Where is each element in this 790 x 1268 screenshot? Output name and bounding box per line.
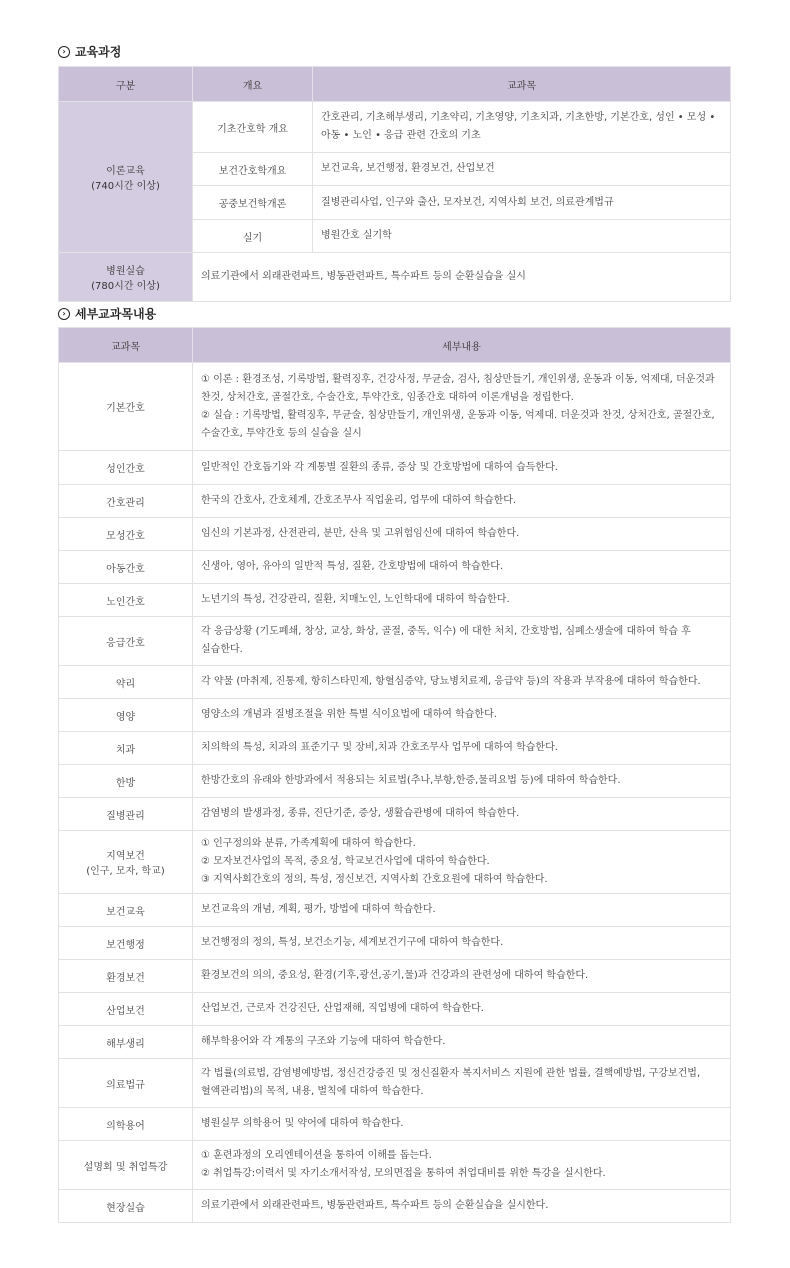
detail-subject-cell <box>59 1190 193 1223</box>
practice-category-cell <box>59 253 193 302</box>
chevron-right-circle-icon: › <box>58 46 70 58</box>
detail-content-line: 각 약물 (마취제, 진통제, 항히스타민제, 항혈심증약, 당뇨병치료제, 응급약 등)의 작용과 부작용에 대하여 학습한다. <box>201 676 701 687</box>
detail-subject-text: 약리 <box>115 678 136 690</box>
detail-content-line: 노년기의 특성, 건강관리, 질환, 치매노인, 노인학대에 대하여 학습한다. <box>201 594 510 605</box>
detail-subject-text: 아동간호 <box>106 563 145 575</box>
detail-subject-cell <box>59 666 193 699</box>
detail-content-cell <box>193 699 731 732</box>
detail-subject-cell <box>59 927 193 960</box>
detail-subject-cell <box>59 363 193 451</box>
detail-subject-text: 한방 <box>115 777 136 789</box>
detail-subject-text: 응급간호 <box>106 637 145 649</box>
detail-content-cell <box>193 584 731 617</box>
overview-cell: 실기 <box>193 220 313 253</box>
detail-content-line: 감염병의 발생과정, 종류, 진단기준, 증상, 생활습관병에 대하여 학습한다. <box>201 808 520 819</box>
detail-content-cell <box>193 518 731 551</box>
detail-subject-text: 기본간호 <box>106 403 145 414</box>
detail-content-cell <box>193 1190 731 1223</box>
detail-content-line: 각 응급상황 (기도폐쇄, 창상, 교상, 화상, 골절, 중독, 익수) 에 대한 처치, 간호방법, 심폐소생술에 대하여 학습 후 <box>201 626 691 637</box>
curriculum-table <box>58 66 731 302</box>
detail-content-cell <box>193 993 731 1026</box>
detail-subject-text: 질병관리 <box>106 810 145 822</box>
detail-subject-cell <box>59 798 193 831</box>
detail-row <box>59 1190 731 1223</box>
detail-content-line: 한국의 간호사, 간호체계, 간호조무사 직업윤리, 업무에 대하여 학습한다. <box>201 495 517 506</box>
detail-content-cell <box>193 485 731 518</box>
detail-row <box>59 927 731 960</box>
section-title-text: 세부교과목내용 <box>75 307 157 321</box>
practice-text-cell: 의료기관에서 외래관련파트, 병동관련파트, 특수파트 등의 순환실습을 실시 <box>193 253 731 302</box>
header-details: 세부내용 <box>193 328 731 363</box>
detail-content-line: 일반적인 간호돕기와 각 계통별 질환의 종류, 증상 및 간호방법에 대하여 습득한다. <box>201 461 558 473</box>
detail-subject-cell <box>59 1108 193 1141</box>
detail-subject-cell <box>59 551 193 584</box>
detail-subject-text: 간호관리 <box>106 497 145 509</box>
detail-row <box>59 699 731 732</box>
detail-row <box>59 765 731 798</box>
detail-subject-cell <box>59 765 193 798</box>
detail-row <box>59 993 731 1026</box>
detail-content-line: 임신의 기본과정, 산전관리, 분만, 산욕 및 고위험임신에 대하여 학습한다. <box>201 528 520 539</box>
detail-row <box>59 1141 731 1190</box>
detail-content-line: ② 모자보건사업의 목적, 중요성, 학교보건사업에 대하여 학습한다. <box>201 856 490 867</box>
detail-content-line: 각 법률(의료법, 감염병예방법, 정신건강증진 및 정신질환자 복지서비스 지원에 관한 법률, 결핵예방법, 구강보건법, <box>201 1068 701 1079</box>
detail-row <box>59 584 731 617</box>
detail-content-cell <box>193 798 731 831</box>
detail-subject-text: 의료법규 <box>106 1079 145 1091</box>
detail-subject-cell <box>59 1059 193 1108</box>
detail-subject-text: 의학용어 <box>106 1120 145 1132</box>
detail-row <box>59 960 731 993</box>
detail-row <box>59 732 731 765</box>
detail-content-line: 찬것, 상처간호, 골절간호, 수술간호, 투약간호, 임종간호 대하여 이론개념을 정립한다. <box>201 391 574 403</box>
detail-subject-cell <box>59 1141 193 1190</box>
detail-row <box>59 831 731 894</box>
detail-row <box>59 617 731 666</box>
detail-content-cell <box>193 927 731 960</box>
detail-subject-text: 설명회 및 취업특강 <box>83 1161 168 1173</box>
detail-content-cell <box>193 1059 731 1108</box>
detail-content-cell <box>193 1141 731 1190</box>
detail-content-line: ② 실습 : 기록방법, 활력징후, 무균술, 침상만들기, 개인위생, 운동과 이동, 억제대. 더운것과 찬것, 상처간호, 골절간호, <box>201 409 715 421</box>
detail-content-line: ① 인구정의와 분류, 가족계획에 대하여 학습한다. <box>201 838 416 849</box>
detail-content-line: 해부학용어와 각 계통의 구조와 기능에 대하여 학습한다. <box>201 1036 446 1047</box>
detail-content-line: 영양소의 개념과 질병조절을 위한 특별 식이요법에 대하여 학습한다. <box>201 709 497 720</box>
detail-subject-text: 노인간호 <box>106 596 145 608</box>
detail-row <box>59 551 731 584</box>
detail-row <box>59 518 731 551</box>
detail-subject-cell <box>59 451 193 485</box>
detail-row <box>59 1026 731 1059</box>
detail-content-cell <box>193 960 731 993</box>
detail-subject-text: (인구, 모자, 학교) <box>86 866 165 877</box>
detail-content-line: 수술간호, 투약간호 등의 실습을 실시 <box>201 427 362 439</box>
detail-content-line: 신생아, 영아, 유아의 일반적 특성, 질환, 간호방법에 대하여 학습한다. <box>201 561 504 572</box>
detail-content-line: 한방간호의 유래와 한방과에서 적용되는 치료법(추나,부항,한증,물리요법 등)에 대하여 학습한다. <box>201 775 621 786</box>
detail-content-cell <box>193 451 731 485</box>
detail-content-cell <box>193 617 731 666</box>
section-title-details <box>58 305 156 322</box>
detail-row <box>59 1059 731 1108</box>
detail-subject-text: 치과 <box>115 744 136 756</box>
practice-hours: (780시간 이상) <box>91 281 160 292</box>
theory-label: 이론교육 <box>106 166 145 177</box>
header-category: 구분 <box>59 67 193 102</box>
overview-cell: 기초간호학 개요 <box>193 102 313 153</box>
overview-cell: 보건간호학개요 <box>193 153 313 186</box>
subjects-cell: 보건교육, 보건행정, 환경보건, 산업보건 <box>313 153 731 186</box>
detail-subject-text: 영양 <box>115 711 136 723</box>
detail-content-line: 의료기관에서 외래관련파트, 병동관련파트, 특수파트 등의 순환실습을 실시한다. <box>201 1200 549 1211</box>
detail-content-line: 병원실무 의학용어 및 약어에 대하여 학습한다. <box>201 1118 404 1129</box>
chevron-right-circle-icon: › <box>58 308 70 320</box>
detail-row <box>59 666 731 699</box>
detail-row <box>59 363 731 451</box>
subjects-cell: 질병관리사업, 인구와 출산, 모자보건, 지역사회 보건, 의료관계법규 <box>313 186 731 220</box>
detail-row <box>59 1108 731 1141</box>
overview-cell: 공중보건학개론 <box>193 186 313 220</box>
detail-subject-text: 성인간호 <box>106 464 145 475</box>
detail-subject-text: 현장실습 <box>106 1202 145 1214</box>
detail-subject-cell <box>59 1026 193 1059</box>
detail-subject-cell <box>59 732 193 765</box>
detail-content-line: 치의학의 특성, 치과의 표준기구 및 장비,치과 간호조무사 업무에 대하여 학습한다. <box>201 742 558 753</box>
detail-subject-cell <box>59 699 193 732</box>
subjects-cell: 병원간호 실기학 <box>313 220 731 253</box>
detail-row <box>59 485 731 518</box>
detail-row <box>59 894 731 927</box>
detail-content-cell <box>193 666 731 699</box>
detail-content-line: 환경보건의 의의, 중요성, 환경(기후,광선,공기,물)과 건강과의 관련성에 대하여 학습한다. <box>201 970 589 981</box>
practice-label: 병원실습 <box>106 266 145 277</box>
detail-subject-text: 보건행정 <box>106 939 145 951</box>
detail-content-cell <box>193 732 731 765</box>
detail-subject-text: 환경보건 <box>106 972 145 984</box>
header-subject: 교과목 <box>59 328 193 363</box>
detail-subject-cell <box>59 960 193 993</box>
section-title-text: 교육과정 <box>75 45 122 59</box>
detail-subject-cell <box>59 993 193 1026</box>
detail-subject-cell <box>59 584 193 617</box>
detail-content-line: ① 훈련과정의 오리엔테이션을 통하여 이해를 돕는다. <box>201 1150 432 1161</box>
detail-content-line: 산업보건, 근로자 건강진단, 산업재해, 직업병에 대하여 학습한다. <box>201 1003 484 1014</box>
detail-subject-cell <box>59 485 193 518</box>
detail-row <box>59 451 731 485</box>
detail-subject-text: 산업보건 <box>106 1005 145 1017</box>
section-title-curriculum <box>58 43 121 60</box>
detail-subject-text: 모성간호 <box>106 530 145 542</box>
detail-content-cell <box>193 1026 731 1059</box>
detail-subject-cell <box>59 617 193 666</box>
detail-subject-text: 해부생리 <box>106 1038 145 1050</box>
subjects-cell: 간호관리, 기초해부생리, 기초약리, 기초영양, 기초치과, 기초한방, 기본간호, 성인 • 모성 • 아동 • 노인 • 응급 관련 간호의 기초 <box>313 102 731 153</box>
theory-hours: (740시간 이상) <box>91 181 160 192</box>
detail-subject-cell <box>59 831 193 894</box>
detail-content-line: 보건교육의 개념, 계획, 평가, 방법에 대하여 학습한다. <box>201 904 436 915</box>
detail-content-cell <box>193 894 731 927</box>
detail-subject-text: 보건교육 <box>106 906 145 918</box>
detail-content-cell <box>193 551 731 584</box>
detail-subject-cell <box>59 894 193 927</box>
detail-content-cell <box>193 765 731 798</box>
detail-content-cell <box>193 1108 731 1141</box>
theory-category-cell <box>59 102 193 253</box>
detail-table <box>58 327 731 1223</box>
header-overview: 개요 <box>193 67 313 102</box>
detail-content-cell <box>193 831 731 894</box>
detail-content-line: 혈액관리법)의 목적, 내용, 벌칙에 대하여 학습한다. <box>201 1086 424 1097</box>
detail-subject-text: 지역보건 <box>106 851 145 862</box>
detail-content-line: 보건행정의 정의, 특성, 보건소기능, 세계보건기구에 대하여 학습한다. <box>201 937 504 948</box>
detail-content-line: 실습한다. <box>201 644 243 655</box>
detail-content-line: ① 이론 : 환경조성, 기록방법, 활력징후, 건강사정, 무균술, 검사, 침상만들기, 개인위생, 운동과 이동, 억제대, 더운것과 <box>201 373 715 385</box>
detail-subject-cell <box>59 518 193 551</box>
detail-row <box>59 798 731 831</box>
detail-content-cell <box>193 363 731 451</box>
detail-content-line: ③ 지역사회간호의 정의, 특성, 정신보건, 지역사회 간호요원에 대하여 학습한다. <box>201 874 548 885</box>
header-subjects: 교과목 <box>313 67 731 102</box>
detail-content-line: ② 취업특강:이력서 및 자기소개서작성, 모의면접을 통하여 취업대비를 위한 특강을 실시한다. <box>201 1168 606 1179</box>
